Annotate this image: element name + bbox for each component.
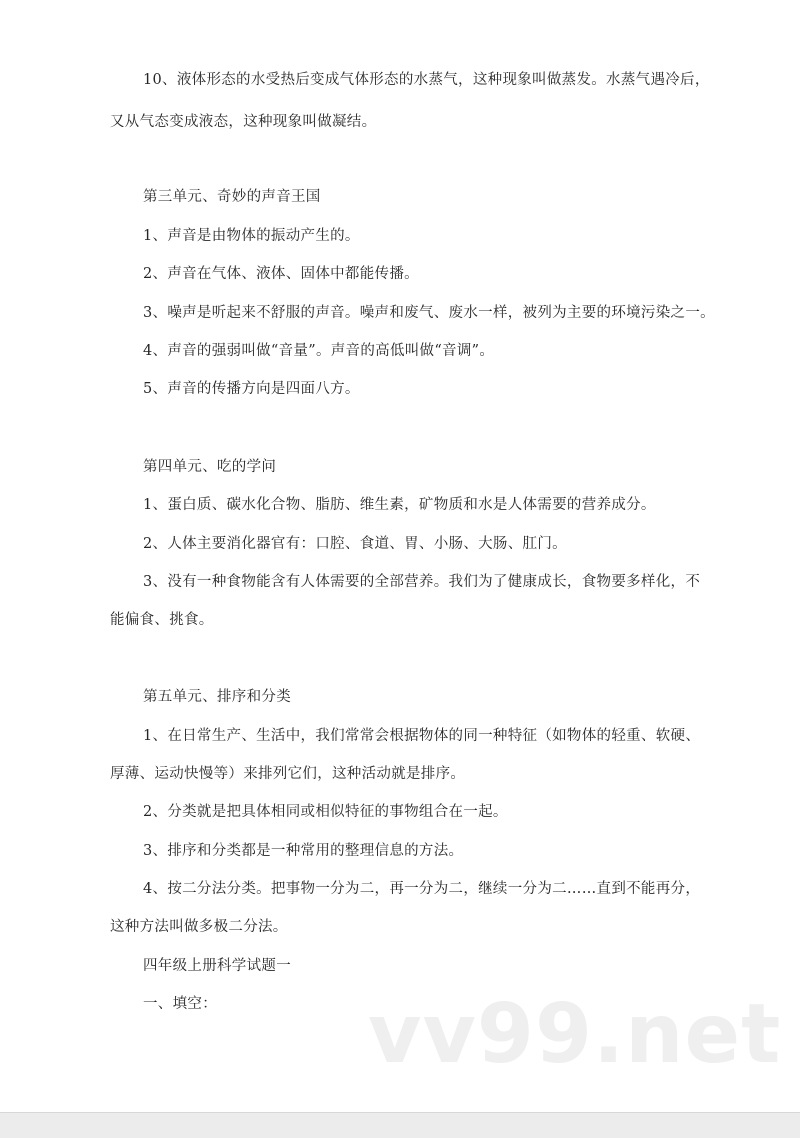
paragraph-line: 2、分类就是把具体相同或相似特征的事物组合在一起。 xyxy=(143,804,508,820)
paragraph-line: 这种方法叫做多极二分法。 xyxy=(110,919,288,935)
paragraph-line: 又从气态变成液态，这种现象叫做凝结。 xyxy=(110,114,377,130)
section-heading-unit-3: 第三单元、奇妙的声音王国 xyxy=(143,189,321,205)
paragraph-line: 1、在日常生产、生活中，我们常常会根据物体的同一种特征（如物体的轻重、软硬、 xyxy=(143,728,701,744)
paragraph-line: 2、声音在气体、液体、固体中都能传播。 xyxy=(143,266,419,282)
paragraph-line: 1、声音是由物体的振动产生的。 xyxy=(143,228,360,244)
paragraph-line: 1、蛋白质、碳水化合物、脂肪、维生素，矿物质和水是人体需要的营养成分。 xyxy=(143,497,656,513)
section-heading-unit-4: 第四单元、吃的学问 xyxy=(143,459,277,475)
paragraph-line: 5、声音的传播方向是四面八方。 xyxy=(143,381,360,397)
paragraph-line: 10、液体形态的水受热后变成气体形态的水蒸气，这种现象叫做蒸发。水蒸气遇冷后， xyxy=(143,72,710,88)
paragraph-line: 能偏食、挑食。 xyxy=(110,612,214,628)
paragraph-line: 2、人体主要消化器官有：口腔、食道、胃、小肠、大肠、肛门。 xyxy=(143,536,567,552)
paragraph-line: 3、噪声是听起来不舒服的声音。噪声和废气、废水一样，被列为主要的环境污染之一。 xyxy=(143,305,715,321)
paragraph-line: 4、按二分法分类。把事物一分为二，再一分为二，继续一分为二……直到不能再分， xyxy=(143,881,701,897)
paragraph-line: 3、没有一种食物能含有人体需要的全部营养。我们为了健康成长，食物要多样化，不 xyxy=(143,574,701,590)
section-heading-unit-5: 第五单元、排序和分类 xyxy=(143,689,291,705)
question-section-heading: 一、填空： xyxy=(143,996,217,1012)
site-watermark: vv99.net xyxy=(368,987,782,1082)
paragraph-line: 厚薄、运动快慢等）来排列它们，这种活动就是排序。 xyxy=(110,766,466,782)
paragraph-line: 4、声音的强弱叫做“音量”。声音的高低叫做“音调”。 xyxy=(143,343,495,359)
exam-title: 四年级上册科学试题一 xyxy=(143,958,291,974)
page-bottom-bar xyxy=(0,1112,800,1138)
paragraph-line: 3、排序和分类都是一种常用的整理信息的方法。 xyxy=(143,843,464,859)
